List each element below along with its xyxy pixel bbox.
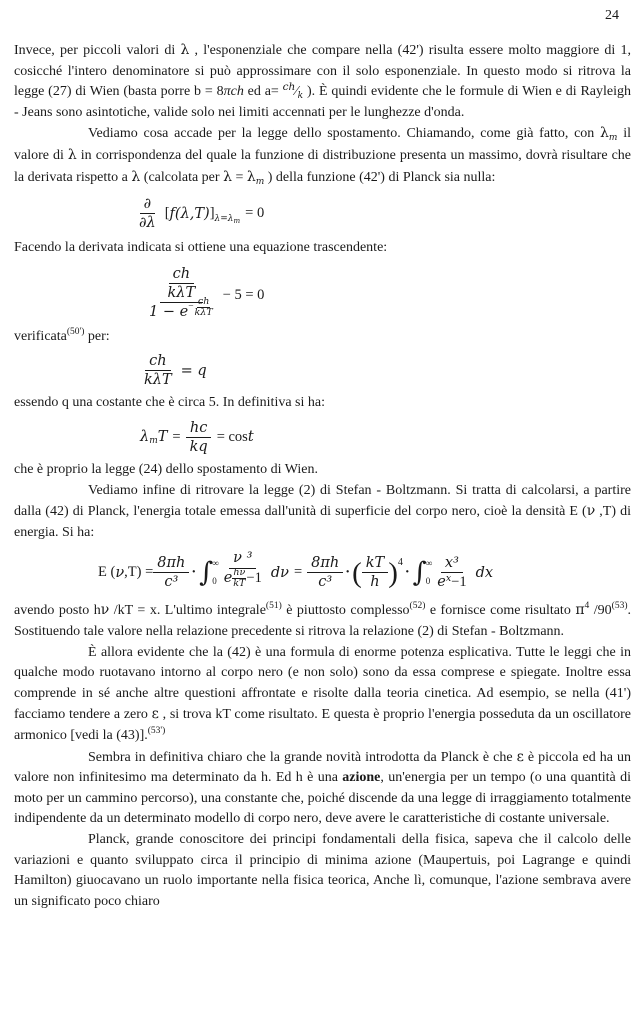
integral-sign-icon: ∫ (199, 557, 214, 589)
text-segment: Facendo la derivata indicata si ottiene una equazione trascendente: (14, 240, 388, 256)
exponent-fraction: ch kλT (194, 295, 213, 318)
text-segment: Sembra in definitiva chiaro che la grande novità introdotta da Planck è che (88, 749, 517, 765)
equals-sign: = (293, 564, 303, 581)
temperature-symbol: T (157, 429, 168, 446)
text-segment: ) della funzione (42') di Planck sia nulla: (264, 169, 496, 185)
function-body: f(λ,T) (169, 205, 210, 222)
first-integral (199, 557, 219, 589)
multiplication-dot: · (404, 564, 410, 581)
nu-cubed-fraction: ν ³ e hν kT −1 (223, 550, 262, 590)
e-base: e (223, 569, 233, 586)
text-segment: λ (180, 42, 190, 58)
text-segment: Vediamo infine di ritrovare la legge (2) di Stefan - Boltzmann. Si tratta di calcolarsi, a partire dalla (42) di Planck, l'energia totale emessa dall'unità di superficie del corpo nero, cioè la densità E ( (14, 482, 631, 520)
fraction-denominator: ∂λ (139, 215, 156, 232)
text-segment: avendo posto h (14, 603, 101, 619)
text-segment: per: (84, 329, 110, 345)
paragraph-q-constant (14, 393, 631, 414)
text-segment: λ (67, 146, 77, 163)
text-segment: (53') (147, 726, 166, 737)
text-segment: ,T) di energia. Si ha: (14, 504, 632, 540)
integral-sign-icon: ∫ (412, 557, 427, 589)
fraction-denominator: kλT (144, 372, 172, 389)
e-base: e (437, 574, 446, 591)
text-segment: π (575, 602, 585, 619)
outer-denominator (145, 295, 218, 325)
minus-five-equals-zero: − 5 = 0 (222, 286, 265, 303)
text-segment: ed a= (243, 84, 283, 100)
one-minus-e: 1 − e (149, 304, 189, 321)
paragraph-stefan-boltzmann-intro (14, 481, 631, 544)
text-segment: (53) (611, 601, 628, 612)
fraction-numerator: ∂ (140, 195, 156, 214)
text-segment: Planck, grande conoscitore dei principi fondamentali della fisica, sapeva che il calcolo delle variazioni e quanto sviluppato circa il principio di minima azione (Maupertuis, poi Lagrange e quindi Hamilton) giuocavano un ruolo importante nella fisica teorica, Anche lì, comunque, l'azione sembrava avere un significato poco chiaro (14, 832, 631, 909)
second-coefficient-fraction: $\frac{8\pi h}{\text{c³}}$ (307, 554, 343, 591)
outer-fraction (145, 265, 218, 325)
nu-symbol: ν (115, 564, 125, 581)
minus-one: −1 (246, 569, 262, 586)
text-segment: È allora evidente che la (42) è una formula di enorme potenza esplicativa. Tutte le leggi che in qualche modo ruotavano intorno al corpo nero (e non solo) sono da essa comprese e spiegate. Inoltre essa comprende in sé anche altre questioni affrontate e risolte dalla teoria cinetica. Ad esempio, se nella (41') facciamo tendere a zero (14, 644, 631, 723)
text-segment: ν (586, 503, 596, 520)
paragraph-displacement-law (14, 123, 631, 188)
subscript-m: m (233, 216, 241, 225)
formula-q-definition (14, 352, 631, 389)
text-segment: in corrispondenza del quale la funzione di distribuzione presenta un massimo, dovrà risultare che la derivata rispetto a (14, 147, 631, 185)
text-segment: /kT = x. L'ultimo integrale (109, 603, 266, 619)
text-segment: ⁄ (295, 84, 298, 100)
text-segment: Invece, per piccoli valori di (14, 43, 181, 58)
second-integral (412, 557, 433, 589)
paragraph-planck-novelty-action (14, 747, 631, 830)
text-segment: (50') (66, 327, 85, 338)
text-segment: , l'esponenziale che compare nella (42') risulta essere molto maggiore di 1, cosicché l'intero denominatore si può approssimare con il solo esponenziale. In questo modo si ritrova la legge (27) di Wien (basta porre b = 8 (14, 43, 631, 100)
d-x: dx (475, 564, 494, 581)
text-segment: k (297, 91, 304, 102)
fraction-denominator: kq (189, 438, 208, 455)
d-nu: dν (270, 564, 289, 581)
lower-limit-zero: 0 (212, 576, 217, 587)
text-segment: essendo q una costante che è circa 5. In definitiva si ha: (14, 395, 325, 411)
paragraph-planck-formula-power (14, 643, 631, 747)
text-segment: ε (151, 706, 159, 723)
page-number: 24 (605, 8, 619, 23)
text-segment: λ (246, 168, 256, 185)
text-segment: verificata (14, 329, 67, 345)
text-segment: ε (516, 748, 524, 765)
formula-energy-density: E ( ν ,T) = $\frac{8\pi h}{\text{c³}}$ · ∫ ∞ 0 ν ³ e hν kT −1 dν = $\frac{8\pi h}{\text{c³}}$ · ( $\frac{kT}{h}$ ) 4 · ∫ ∞ 0 x³ e x −1 dx (14, 549, 631, 596)
text-segment: , un'energia per un tempo (o una quantità di moto per un cammino percorso), una constante che, poiché discende da una legge di irraggiamento totalmente indipendente da un determinato modello di corpo nero, deve avere le caratteristiche di costante universale. (14, 770, 631, 827)
text-segment: = (231, 169, 247, 185)
close-bracket: ] (209, 205, 215, 222)
text-segment: . Sostituendo tale valore nella relazione precedente si ritrova la relazione (2) di Stefan - Boltzmann. (14, 603, 631, 640)
text-segment: ν (100, 602, 110, 619)
lower-limit-zero: 0 (425, 576, 431, 587)
multiplication-dot: · (191, 564, 197, 581)
text-segment: 4 (584, 601, 590, 612)
text-segment: (52) (409, 601, 426, 612)
paragraph-least-action-principle (14, 830, 631, 912)
text-segment: è piccola ed ha un valore non infinitesimo ma determinato da h. Ed h è una (14, 749, 631, 786)
text-segment: m (255, 176, 265, 187)
inner-denominator: kλT (167, 285, 196, 302)
paragraph-wien-law-conclusion (14, 460, 631, 481)
upper-limit-infinity: ∞ (425, 558, 433, 569)
minus-one: −1 (451, 574, 467, 591)
close-parenthesis: ) (388, 556, 398, 589)
first-coefficient-fraction: $\frac{8\pi h}{\text{c³}}$ (153, 554, 189, 591)
text-segment: ch (282, 81, 296, 94)
text-segment: e fornisce come risultato (425, 603, 576, 619)
hv-over-kt-exponent: hν kT (233, 566, 246, 590)
open-bracket: [ (164, 205, 170, 222)
paragraph-verified-for (14, 327, 631, 348)
text-segment: (calcolata per (140, 169, 224, 185)
equals-q: = q (180, 362, 207, 379)
fraction-numerator: ch (145, 352, 170, 371)
text-segment: λ (131, 168, 141, 185)
ch-over-klt-fraction (140, 352, 176, 389)
text-segment: ). È quindi evidente che le formule di Wien e di Rayleigh - Jeans sono asintotiche, valide solo nei limiti accennati per le lunghezze d'onda. (14, 84, 631, 120)
fraction-numerator: hc (186, 419, 211, 438)
equals-zero: = 0 (245, 205, 265, 222)
exponent-minus: − (188, 302, 194, 313)
text-segment: λ (223, 168, 232, 185)
formula-transcendental-equation (14, 265, 631, 325)
text-segment: Vediamo cosa accade per la legge dello spostamento. Chiamando, come già fatto, con (88, 126, 601, 142)
equals-sign: = (172, 428, 181, 445)
text-segment: il valore di (14, 126, 631, 163)
text-segment: /90 (589, 603, 612, 619)
text-segment: πch (223, 84, 244, 100)
energy-lhs-open: E ( (98, 564, 116, 581)
energy-lhs-close: ,T) = (124, 564, 154, 581)
paragraph-transcendental-intro (14, 238, 631, 259)
multiplication-dot: · (345, 564, 351, 581)
inner-numerator: ch (169, 265, 194, 284)
paragraph-integral-result (14, 600, 631, 642)
upper-limit-infinity: ∞ (212, 558, 219, 569)
t-italic: t (247, 429, 254, 446)
text-segment: (51) (265, 601, 282, 612)
text-segment: m (608, 133, 618, 144)
text-segment: è piuttosto complesso (281, 603, 410, 619)
text-segment: azione (342, 770, 381, 786)
x-cubed-fraction: x³ e x −1 (437, 555, 467, 591)
exponent (188, 297, 213, 319)
text-segment: λ (600, 125, 609, 142)
lambda-symbol: λ (140, 429, 150, 446)
equals-cos: = cos (216, 428, 248, 445)
hc-over-kq-fraction (186, 419, 212, 456)
formula-derivative-condition: $\frac{\partial}{\partial\lambda}$ [ f(λ,T) ] $\lambda=\lambda_m$ = 0 (14, 195, 631, 232)
partial-derivative-fraction (135, 195, 160, 232)
open-parenthesis: ( (352, 556, 362, 589)
kt-over-h-fraction: $\frac{kT}{h}$ (362, 554, 388, 591)
text-segment: che è proprio la legge (24) dello spostamento di Wien. (14, 462, 318, 478)
paragraph-intro-wien-rayleigh (14, 40, 631, 123)
text-segment: , si trova kT come risultato. E questa è proprio l'energia posseduta da un oscillatore armonico [vedi la (43)]. (14, 707, 631, 744)
formula-wien-displacement: λ m T = $\frac{hc}{kq}$ = cos t (140, 419, 254, 455)
